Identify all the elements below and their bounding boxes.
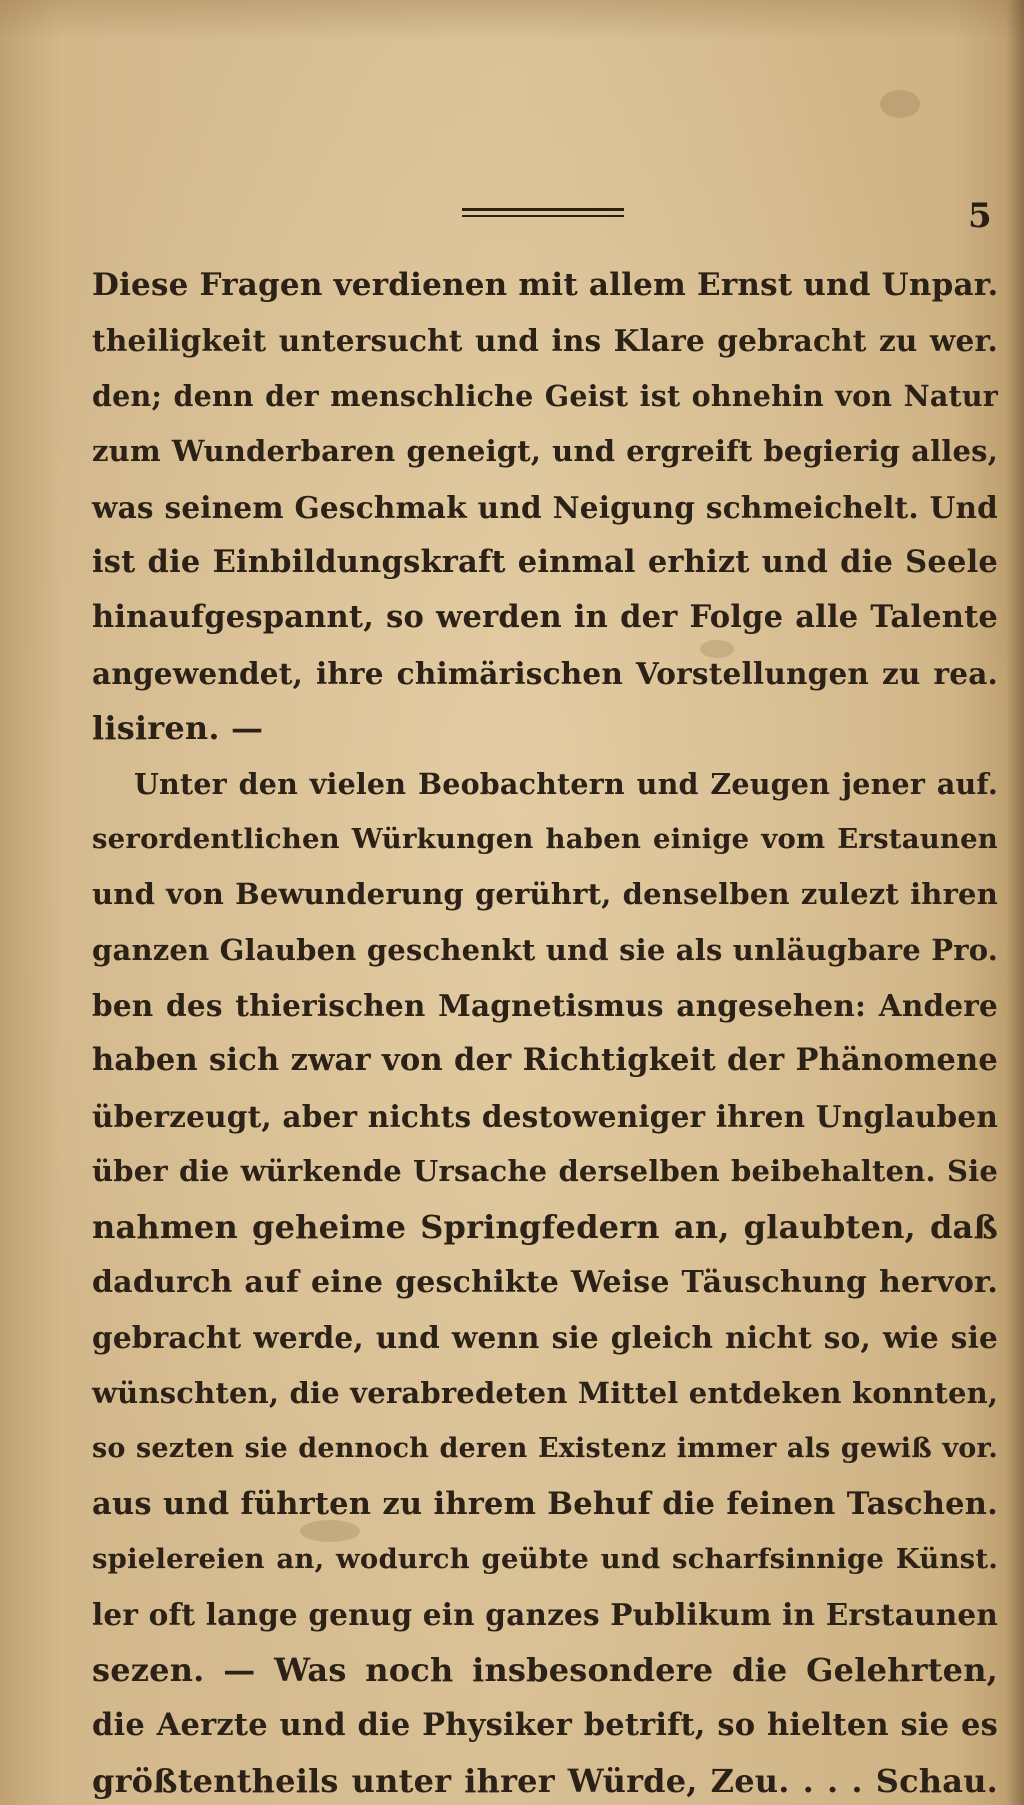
text-line: dadurch auf eine geschikte Weise Täuschung hervor.: [92, 1265, 998, 1301]
text-line: ist die Einbildungskraft einmal erhizt und die Seele: [92, 543, 998, 580]
text-line: haben sich zwar von der Richtigkeit der Phänomene: [92, 1042, 998, 1079]
text-line: theiligkeit untersucht und ins Klare gebracht zu wer.: [92, 323, 998, 359]
text-line: ler oft lange genug ein ganzes Publikum in Erstaunen: [92, 1597, 998, 1633]
text-line: angewendet, ihre chimärischen Vorstellungen zu rea.: [92, 655, 998, 691]
text-line: nahmen geheime Springfedern an, glaubten, daß: [92, 1207, 998, 1246]
text-line: Unter den vielen Beobachtern und Zeugen jener auf.: [134, 766, 998, 801]
paragraph-2: [92, 757, 998, 1805]
text-line: Diese Fragen verdienen mit allem Ernst und Unpar.: [92, 267, 999, 303]
body-text: [92, 258, 998, 1805]
text-line: hinaufgespannt, so werden in der Folge alle Talente: [92, 599, 998, 636]
page-number: 5: [968, 196, 992, 236]
text-line: und von Bewunderung gerührt, denselben zulezt ihren: [92, 877, 998, 912]
text-line: serordentlichen Würkungen haben einige vom Erstaunen: [92, 822, 998, 855]
page-top-shadow: [0, 0, 1024, 40]
text-line: die Aerzte und die Physiker betrift, so hielten sie es: [92, 1707, 998, 1744]
text-line: überzeugt, aber nichts destoweniger ihren Unglauben: [92, 1098, 998, 1134]
text-line: spielereien an, wodurch geübte und scharfsinnige Künst.: [92, 1542, 998, 1575]
paragraph-1: [92, 258, 998, 757]
text-line: aus und führten zu ihrem Behuf die feinen Taschen.: [92, 1485, 998, 1522]
text-line: lisiren. —: [92, 709, 264, 748]
page-edge-shadow: [1006, 0, 1024, 1805]
text-line: den; denn der menschliche Geist ist ohnehin von Natur: [92, 378, 998, 413]
text-line: gebracht werde, und wenn sie gleich nicht so, wie sie: [92, 1320, 998, 1356]
text-line: zum Wunderbaren geneigt, und ergreift begierig alles,: [92, 434, 998, 469]
text-line: wünschten, die verabredeten Mittel entdeken konnten,: [92, 1375, 999, 1410]
header-ornament-rule: [462, 208, 624, 217]
text-line: sezen. — Was noch insbesondere die Gelehrten,: [92, 1650, 998, 1689]
text-line: was seinem Geschmak und Neigung schmeichelt. Und: [92, 489, 998, 525]
text-line: größtentheils unter ihrer Würde, Zeu. . . . Schau.: [92, 1761, 998, 1800]
text-line: über die würkende Ursache derselben beibehalten. Sie: [92, 1154, 998, 1189]
text-line: ganzen Glauben geschenkt und sie als unläugbare Pro.: [92, 932, 999, 967]
paper-stain: [880, 90, 920, 118]
text-line: ben des thierischen Magnetismus angesehen: Andere: [92, 988, 998, 1024]
text-line: so sezten sie dennoch deren Existenz immer als gewiß vor.: [92, 1433, 998, 1465]
